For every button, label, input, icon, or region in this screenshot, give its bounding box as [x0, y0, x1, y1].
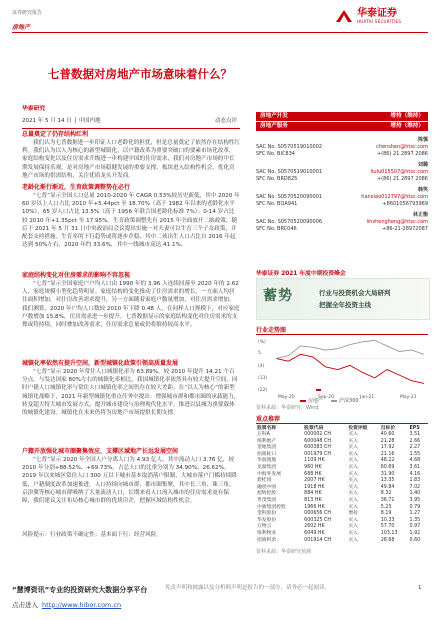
- table-cell: 3.95: [409, 497, 421, 503]
- table-row: [256, 452, 428, 459]
- table-row: [256, 445, 428, 452]
- analyst-email[interactable]: chenshen@htsc.com: [376, 144, 428, 150]
- main-body: [22, 131, 240, 539]
- table-cell: 7.02: [409, 484, 421, 490]
- analyst-phone: +8601056793969: [382, 201, 428, 207]
- trend-chart-svg: [256, 337, 428, 399]
- section-paragraph: 我们认为七普数据进一步印证人口老龄化的担忧，但是总量奠定了依然存在结构性红利。我们认为以人为核心的新型城镇化，以户籍改革为重要突破口的要素市场化改革，家庭结构变化以及住房需求升级进一步构建中国的住房需求，我们对房地产市场的中长期发展保持乐观，是对房地产市场稳健发展的重要支撑，板块进入结构性机会，优化房地产市场的供需结构，关注优质龙头开发商。: [22, 140, 240, 179]
- table-row: [256, 518, 428, 525]
- y-tick-label: (13): [258, 376, 268, 381]
- table-cell: 0.97: [409, 524, 421, 530]
- y-tick-label: (22): [258, 388, 268, 393]
- table-cell: 中骏集团控股: [257, 504, 286, 510]
- brand-logo: [334, 8, 401, 24]
- report-type: 证券研究报告: [12, 10, 43, 16]
- footer-note: 免责声明和披露以及分析师声明是报告的一部分，请务必一起阅读。: [165, 585, 331, 591]
- rating-row: [256, 122, 428, 131]
- sector-label: 房地产: [12, 24, 31, 31]
- rating-value: 增持（维持）: [390, 123, 424, 129]
- stocks-source: 资料来源：华泰研究预测: [256, 549, 312, 555]
- table-cell: 600383 CH: [304, 445, 331, 451]
- footer-link-row: [12, 600, 121, 609]
- table-cell: 1.83: [409, 478, 421, 484]
- table-cell: 融创中国: [257, 484, 277, 490]
- huatai-logo-icon: [334, 8, 354, 24]
- table-cell: 2602 HK: [304, 524, 325, 530]
- table-cell: 世茂集团: [257, 497, 277, 503]
- table-cell: 买入: [348, 537, 358, 543]
- table-cell: 买入: [348, 530, 358, 536]
- table-cell: 碧桂园: [257, 478, 272, 484]
- rating-sector: 房地产开发: [260, 113, 288, 119]
- section-heading: 老龄化渐行渐近，生育政策调整势在必行: [22, 184, 131, 191]
- header-rule: [12, 32, 428, 33]
- table-cell: 600048 CH: [304, 438, 331, 444]
- section-heading: 城镇化率依然有提升空间，新型城镇化政策引领高质量发展: [22, 360, 179, 367]
- legend-label: 房地产: [308, 398, 324, 404]
- table-cell: 000656 CH: [304, 511, 331, 517]
- table-cell: 36.71: [380, 497, 395, 503]
- table-header-row: [256, 425, 428, 432]
- x-tick-label: Jan-21: [360, 395, 375, 399]
- institute-label: 华泰研究: [22, 106, 46, 112]
- table-cell: 4.16: [409, 471, 421, 477]
- column-header: EPS: [409, 426, 420, 431]
- legend-label: 沪深300: [339, 398, 359, 404]
- analyst-card: [256, 162, 428, 183]
- analyst-email[interactable]: hanxiao012797@htsc.com: [361, 194, 428, 200]
- table-cell: 48.22: [380, 458, 395, 464]
- date-line: 2021 年 5 月 14 日 │ 中国内地: [22, 118, 101, 124]
- table-cell: 40.60: [380, 432, 395, 437]
- table-cell: 884 HK: [304, 491, 322, 497]
- table-cell: 买入: [348, 517, 358, 523]
- stocks-table: [256, 425, 428, 544]
- table-cell: 17.92: [380, 445, 395, 451]
- section-paragraph: “七普”显示全国家庭户户均人口由 1990 年的 3.96 人连续回落至 2020 年的 2.62 人，家庭规模小型化趋势明显。家庭结构的变化推动了住房需求的增长，一方面人均居住面积增加，对住房改善需求提升，另一方面随着家庭户数量增加，对住房需求增加。我们测算，2020 年户均人口数较 2010 年下降 0.48 人，在同样人口规模下，对应家庭户数增加 15.8%，住房需求进一步提升。七普数据显示的家庭结构变化对住房需求的支撑或将持续，同时叠加改善需求，住房需求总量或仍将维持较高水平。: [22, 281, 240, 329]
- table-cell: 1.27: [409, 511, 421, 517]
- trend-chart: [256, 337, 428, 399]
- table-cell: 688 HK: [304, 471, 322, 477]
- table-cell: 21.16: [380, 451, 395, 457]
- table-cell: 买入: [348, 471, 358, 477]
- y-tick-label: (%): [258, 340, 266, 345]
- analyst-sfc: SFC No. BQA941: [256, 201, 298, 207]
- table-row: [256, 472, 428, 479]
- legend-item: [300, 398, 323, 405]
- risk-note: 风险提示：行业政策不确定性；基本面下行；经营风险。: [22, 532, 162, 538]
- banner-art-text: 蓄势: [263, 288, 293, 304]
- analyst-sac: SAC No. S0570519010001: [256, 169, 323, 175]
- section-paragraph: “七普”显示 2020 年常住人口城镇化率为 63.89%，较 2010 年提升 14.21 个百分点。与发达国家 80%左右的城镇化率相比，我国城镇化率依然具有较大提升空间，同时户籍人口城镇化率与常住人口城镇化率之间仍存在较大差距。在“以人为核心”的新型城镇化战略下，2021 年新型城镇化重点任务中提出：增强城市群和都市圈的承载能力，转变超大特大城市发展方式，提升城市建设与治理现代化水平，推进以县城为重要载体的城镇化建设。城镇化在未来仍将为房地产市场提供长期支撑。: [22, 369, 240, 417]
- meta-rule: [22, 128, 240, 129]
- x-tick-label: May-21: [400, 395, 417, 399]
- table-cell: 3.51: [409, 432, 421, 437]
- legend-item: [331, 398, 359, 405]
- section-heading: 家庭结构变化对住房需求的影响不容忽视: [22, 272, 131, 279]
- table-cell: 1.35: [409, 517, 421, 523]
- analyst-name: 刘璐: [417, 162, 428, 168]
- table-cell: 1.40: [409, 491, 421, 497]
- table-row: [256, 498, 428, 505]
- footer-url[interactable]: http://www.hibor.com.cn: [42, 600, 122, 609]
- trend-title: 行业走势图: [256, 327, 287, 334]
- stocks-table-wrap: [256, 425, 428, 544]
- table-cell: 买入: [348, 504, 358, 510]
- table-cell: 增持: [348, 511, 358, 517]
- table-cell: 买入: [348, 458, 358, 464]
- table-cell: 001979 CH: [304, 451, 331, 457]
- analyst-sac: SAC No. S0570520090001: [256, 194, 323, 200]
- table-row: [256, 505, 428, 512]
- table-cell: 1.92: [409, 530, 421, 536]
- analyst-sac: SAC No. S0570520090006: [256, 219, 323, 225]
- analyst-email[interactable]: liulu015507@htsc.com: [370, 169, 428, 175]
- table-cell: 21.28: [380, 438, 395, 444]
- table-cell: 买入: [348, 524, 358, 530]
- table-cell: 49.84: [380, 484, 395, 490]
- table-cell: 103.13: [380, 530, 398, 536]
- table-cell: 招商积余: [257, 537, 277, 543]
- footer-link-label[interactable]: 点击进入: [12, 601, 38, 609]
- table-cell: 万物云: [257, 524, 272, 530]
- section-paragraph: “七普”显示 2020 年全国人户分离人口为 4.93 亿人，其中流动人口 3.76 亿，较 2010 年分别+88.52%、+69.73%，占总人口的比重分别为 34.90%、26.62%。2019 年以来城区常住人口 300 万以下城市基本取消落户限制，大城市落户门槛持续降低，户籍制度改革加速推进。人口持续向城市群、都市圈集聚，其中长三角、珠三角、京津冀等核心城市群吸纳了大量流动人口，长期来看人口流入城市的住房需求更有保障，我们建议关注布局核心城市群的优质房企，把握区域结构性机会。: [22, 457, 237, 505]
- table-cell: 旭辉控股: [257, 491, 277, 497]
- section-heading: 户籍开放强化城市圈聚集效应，支撑区域地产长远发展空间: [22, 448, 179, 455]
- table-cell: 金科股份: [257, 511, 277, 517]
- table-cell: 13.35: [380, 478, 395, 484]
- table-cell: 买入: [348, 464, 358, 470]
- ratings-box: [256, 112, 428, 131]
- table-cell: 60.69: [380, 464, 395, 470]
- rating-sector: 房地产服务: [260, 123, 288, 129]
- table-cell: 960 HK: [304, 464, 322, 470]
- table-cell: 8.32: [380, 491, 392, 497]
- table-row: [256, 465, 428, 472]
- table-cell: 万科A: [257, 432, 270, 437]
- column-header: 股票代码: [304, 426, 324, 431]
- summit-banner[interactable]: [256, 278, 430, 320]
- table-cell: 1.55: [409, 451, 421, 457]
- table-cell: 000002 CH: [304, 432, 331, 437]
- trend-source: 资料来源：华泰研究，Wind: [256, 405, 319, 411]
- table-cell: 10.33: [380, 517, 395, 523]
- table-cell: 6049 HK: [304, 530, 325, 536]
- table-cell: 2.27: [409, 445, 421, 451]
- table-cell: 买入: [348, 478, 358, 484]
- table-row: [256, 511, 428, 518]
- rating-value: 增持（维持）: [390, 113, 424, 119]
- table-row: [256, 524, 428, 531]
- table-cell: 买入: [348, 445, 358, 451]
- table-cell: 1918 HK: [304, 484, 325, 490]
- table-cell: 8.19: [380, 511, 392, 517]
- brand-cn: 华泰证券: [357, 8, 397, 19]
- analyst-phone: +(86) 21 2897 2086: [376, 176, 428, 182]
- column-header: 股票名称: [257, 426, 277, 431]
- table-cell: 28.68: [380, 537, 395, 543]
- table-row: [256, 458, 428, 465]
- table-cell: 3.61: [409, 464, 421, 470]
- report-kind: 动态点评: [215, 118, 238, 124]
- analyst-sfc: SFC No. BIC834: [256, 151, 295, 157]
- table-cell: 31.90: [380, 471, 395, 477]
- trend-legend: [300, 398, 359, 405]
- column-header: 投资评级: [348, 426, 368, 431]
- table-cell: 华发股份: [257, 517, 277, 523]
- table-row: [256, 531, 428, 538]
- table-cell: 中海外发展: [257, 471, 281, 477]
- table-cell: 金地集团: [257, 445, 277, 451]
- table-cell: 57.70: [380, 524, 395, 530]
- banner-line2: 把握全年投资主线: [319, 301, 371, 309]
- table-row: [256, 439, 428, 446]
- table-cell: 保利地产: [257, 438, 277, 444]
- x-tick-label: Sep-20: [318, 395, 334, 399]
- table-row: [256, 491, 428, 498]
- page-number: 1: [418, 585, 422, 591]
- analyst-phone: +86-21-28972087: [382, 226, 428, 232]
- table-cell: 5.23: [380, 504, 392, 510]
- table-row: [256, 432, 428, 439]
- analyst-card: [256, 212, 428, 233]
- analyst-name: 陈慎: [417, 137, 428, 143]
- analyst-sfc: SFC No. BRC046: [256, 226, 297, 232]
- section-paragraph: “七普”显示全国人口总量 2010-2020 年 CAGR 0.53%较历史新低，其中 2020 年 60 岁以上人口占比 2010 年+5.44pct 至 18.70%（高于 1982 年以来的老龄化水平 10%），65 岁人口占比 13.5%（高于 1956 年联合国老龄化标准 7%）；0-14 岁占比较 2010 年+1.35pct 至 17.95%。生育政策调整先有 2015 年全面放开二胎政策，随后于 2021 年 5 月 31 日中央政治局会议提出实施一对夫妻可以生育三个子女政策，并配套支持措施。生育率的下行趋势或将逐步企稳，其中二孩出生人口占比自 2016 年起达到 50%左右，2020 年约 33.6%，其中一线城市高达 41.1%。: [22, 193, 240, 249]
- stocks-title: 重点推荐: [256, 416, 281, 423]
- analyst-list: [256, 137, 428, 233]
- table-cell: 4.68: [409, 458, 421, 464]
- table-cell: 保利物业: [257, 530, 277, 536]
- x-tick-label: May-20: [278, 395, 295, 399]
- rating-row: [256, 112, 428, 121]
- table-cell: 0.60: [409, 537, 421, 543]
- table-cell: 买入: [348, 491, 358, 497]
- table-cell: 813 HK: [304, 497, 322, 503]
- legend-swatch-realestate: [316, 389, 321, 391]
- banner-line1: 行业与投资机会大局研判: [319, 289, 391, 297]
- analyst-sac: SAC No. S0570519010002: [256, 144, 323, 150]
- analyst-card: [256, 187, 428, 208]
- table-cell: 买入: [348, 484, 358, 490]
- analyst-phone: +(86) 21 2897 2086: [376, 151, 428, 157]
- analyst-name: 韩笑: [417, 187, 428, 193]
- table-row: [256, 478, 428, 485]
- y-tick-label: (4): [258, 364, 265, 369]
- analyst-sfc: SFC No. BRD825: [256, 176, 298, 182]
- table-cell: 0.79: [409, 504, 421, 510]
- table-cell: 001914 CH: [304, 537, 331, 543]
- table-cell: 2007 HK: [304, 478, 325, 484]
- section-heading: 总量奠定了仍存结构红利: [22, 131, 89, 138]
- analyst-email[interactable]: linzhengheng@htsc.com: [366, 219, 428, 225]
- table-cell: 买入: [348, 438, 358, 444]
- table-row: [256, 485, 428, 492]
- y-tick-label: 5: [258, 351, 261, 356]
- table-cell: 买入: [348, 497, 358, 503]
- analyst-name: 林正衡: [412, 212, 428, 218]
- brand-en: HUATAI SECURITIES: [357, 19, 402, 24]
- table-cell: 华润置地: [257, 458, 277, 464]
- stocks-rule: [256, 423, 428, 424]
- analyst-card: [256, 137, 428, 158]
- table-cell: 1966 HK: [304, 504, 325, 510]
- table-cell: 2.66: [409, 438, 421, 444]
- page-title: 七普数据对房地产市场意味着什么？: [48, 67, 232, 81]
- table-cell: 龙湖集团: [257, 464, 277, 470]
- table-cell: 买入: [348, 432, 358, 437]
- footer-slogan: “慧博资讯”专业的投资研究大数据分享平台: [12, 586, 148, 594]
- table-cell: 买入: [348, 451, 358, 457]
- trend-rule: [256, 334, 428, 335]
- table-cell: 600325 CH: [304, 517, 331, 523]
- column-header: 目标价: [380, 426, 396, 431]
- banner-title: 华泰证券 2021 年度中期投资峰会: [256, 271, 346, 277]
- table-cell: 招商蛇口: [257, 451, 277, 457]
- table-cell: 1109 HK: [304, 458, 325, 464]
- table-row: [256, 538, 428, 545]
- stocks-table-body: [256, 432, 428, 544]
